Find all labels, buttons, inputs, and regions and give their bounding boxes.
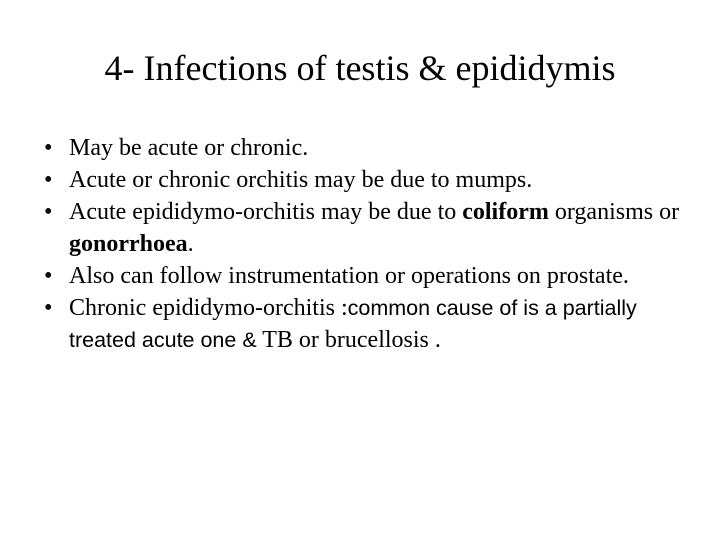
bullet-dot-icon: •	[44, 295, 53, 321]
bullet-text: Also can follow instrumentation or operations on prostate.	[69, 263, 629, 289]
bullet-list	[44, 132, 684, 356]
bullet-dot-icon: •	[44, 263, 53, 289]
bullet-text-serif: Chronic epididymo-orchitis :	[69, 295, 348, 321]
bullet-item-3	[44, 196, 684, 260]
bullet-text: May be acute or chronic.	[69, 135, 309, 161]
bullet-dot-icon: •	[44, 199, 53, 225]
bullet-item-1	[44, 132, 684, 164]
bullet-dot-icon: •	[44, 167, 53, 193]
bullet-text-end: .	[187, 231, 194, 257]
bold-term-gonorrhoea: gonorrhoea	[69, 231, 188, 257]
bullet-text-start: Acute epididymo-orchitis may be due to	[69, 199, 463, 225]
bullet-item-2	[44, 164, 684, 196]
slide-title: 4- Infections of testis & epididymis	[104, 48, 616, 88]
bullet-item-4	[44, 260, 684, 292]
bold-term-coliform: coliform	[462, 199, 549, 225]
bullet-text: Acute or chronic orchitis may be due to mumps.	[69, 167, 533, 193]
bullet-item-5	[44, 292, 684, 356]
bullet-text-middle: organisms or	[548, 199, 680, 225]
bullet-text-sans: common cause of is a partially treated acute one &	[69, 296, 637, 352]
bullet-dot-icon: •	[44, 135, 53, 161]
bullet-text-serif-end: TB or brucellosis .	[256, 327, 441, 353]
